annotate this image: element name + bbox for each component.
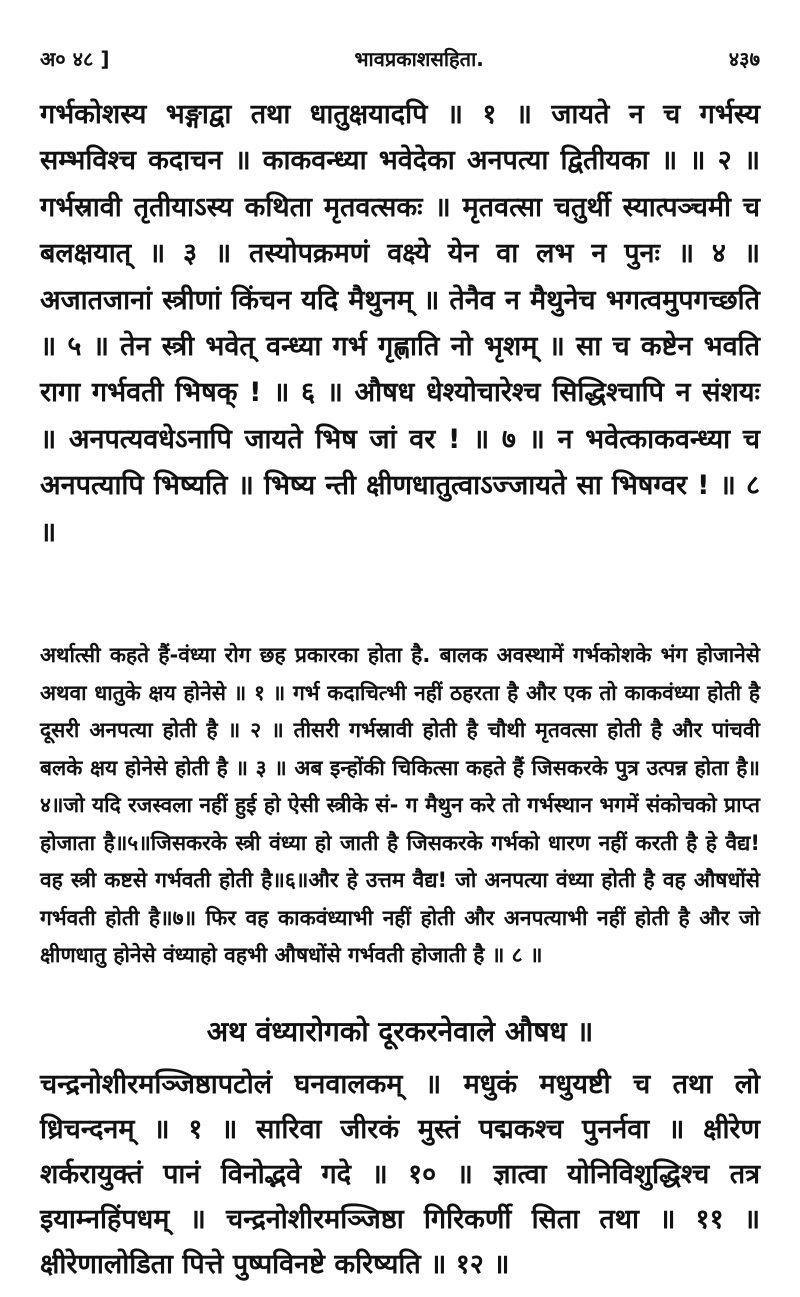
hindi-commentary <box>40 637 760 975</box>
sanskrit-verses-top <box>40 92 760 556</box>
chapter-label: अ० ४८ ] <box>40 46 110 71</box>
verse-text: चन्द्रनोशीरमञ्जिष्ठापटोलं घनवालकम् ॥ मधुकं मधुयष्टी च तथा लो ध्रिचन्दनम् ॥ १ ॥ सारिवा जीरकं मुस्तं पद्मकश्च पुनर्नवा ॥ क्षीरेण शर्करायुक्तं पानं विनोद्भवे गदे ॥ १० ॥ ज्ञात्वा योनिविशुद्धिश्च तत्र इयाम्नहिंपधम् ॥ चन्द्रनोशीरमञ्जिष्ठा गिरिकर्णी सिता तथा ॥ ११ ॥ क्षीरेणालोडिता पित्ते पुष्पविनष्टे करिष्यति ॥ १२ ॥ <box>40 1069 760 1280</box>
sanskrit-verses-bottom <box>40 1062 760 1287</box>
page-header <box>40 38 760 78</box>
book-title: भावप्रकाशसहिता. <box>354 46 484 71</box>
commentary-text: अर्थात्सी कहते हैं-वंध्या रोग छह प्रकारका होता है. बालक अवस्थामें गर्भकोशके भंग होजानेसे अथवा धातुके क्षय होनेसे ॥ १ ॥ गर्भ कदाचित्भी नहीं ठहरता है और एक तो काकवंध्या होती है दूसरी अनपत्या होती है ॥ २ ॥ तीसरी गर्भस्रावी होती है चौथी मृतवत्सा होती है और पांचवी बलके क्षय होनेसे होती है ॥ ३ ॥ अब इन्होंकी चिकित्सा कहते हैं जिसकरके पुत्र उत्पन्न होता है॥४॥जो यदि रजस्वला नहीं हुई हो ऐसी स्त्रीके सं- ग मैथुन करे तो गर्भस्थान भगमें संकोचको प्राप्त होजाता है॥५॥जिसकरके स्त्री वंध्या हो जाती है जिसकरके गर्भको धारण नहीं करती है हे वैद्य! वह स्त्री कष्टसे गर्भवती होती है॥६॥और हे उत्तम वैद्य! जो अनपत्या वंध्या होती है वह औषधोंसे गर्भवती होती है॥७॥ फिर वह काकवंध्याभी नहीं होती और अनपत्याभी नहीं होती है और जो क्षीणधातु होनेसे वंध्याहो वहभी औषधोंसे गर्भवती होजाती है ॥ ८ ॥ <box>40 643 761 967</box>
section-heading: अथ वंध्यारोगको दूरकरनेवाले औषध ॥ <box>206 1015 594 1048</box>
page-number: ४३७ <box>728 46 760 71</box>
verse-text: गर्भकोशस्य भङ्गाद्वा तथा धातुक्षयादपि ॥ १ ॥ जायते न च गर्भस्य सम्भविश्च कदाचन ॥ काकवन्ध्या भवेदेका अनपत्या द्वितीयका ॥ ॥ २ ॥ गर्भस्रावी तृतीयाऽस्य कथिता मृतवत्सकः ॥ मृतवत्सा चतुर्थी स्यात्पञ्चमी च बलक्षयात् ॥ ३ ॥ तस्योपक्रमणं वक्ष्ये येन वा लभ न पुनः ॥ ४ ॥ अजातजानां स्त्रीणां किंचन यदि मैथुनम् ॥ तेनैव न मैथुनेच भगत्वमुपगच्छति ॥ ५ ॥ तेन स्त्री भवेत् वन्ध्या गर्भ गृह्णाति नो भृशम् ॥ सा च कष्टेन भवति रागा गर्भवती भिषक् ! ॥ ६ ॥ औषध धेश्योचारेश्च सिद्धिश्चापि न संशयः ॥ अनपत्यवधेऽनापि जायते भिष जां वर ! ॥ ७ ॥ न भवेत्काकवन्ध्या च अनपत्यापि भिष्यति ॥ भिष्य न्ती क्षीणधातुत्वाऽज्जायते सा भिषग्वर ! ॥ ८ ॥ <box>40 99 760 548</box>
